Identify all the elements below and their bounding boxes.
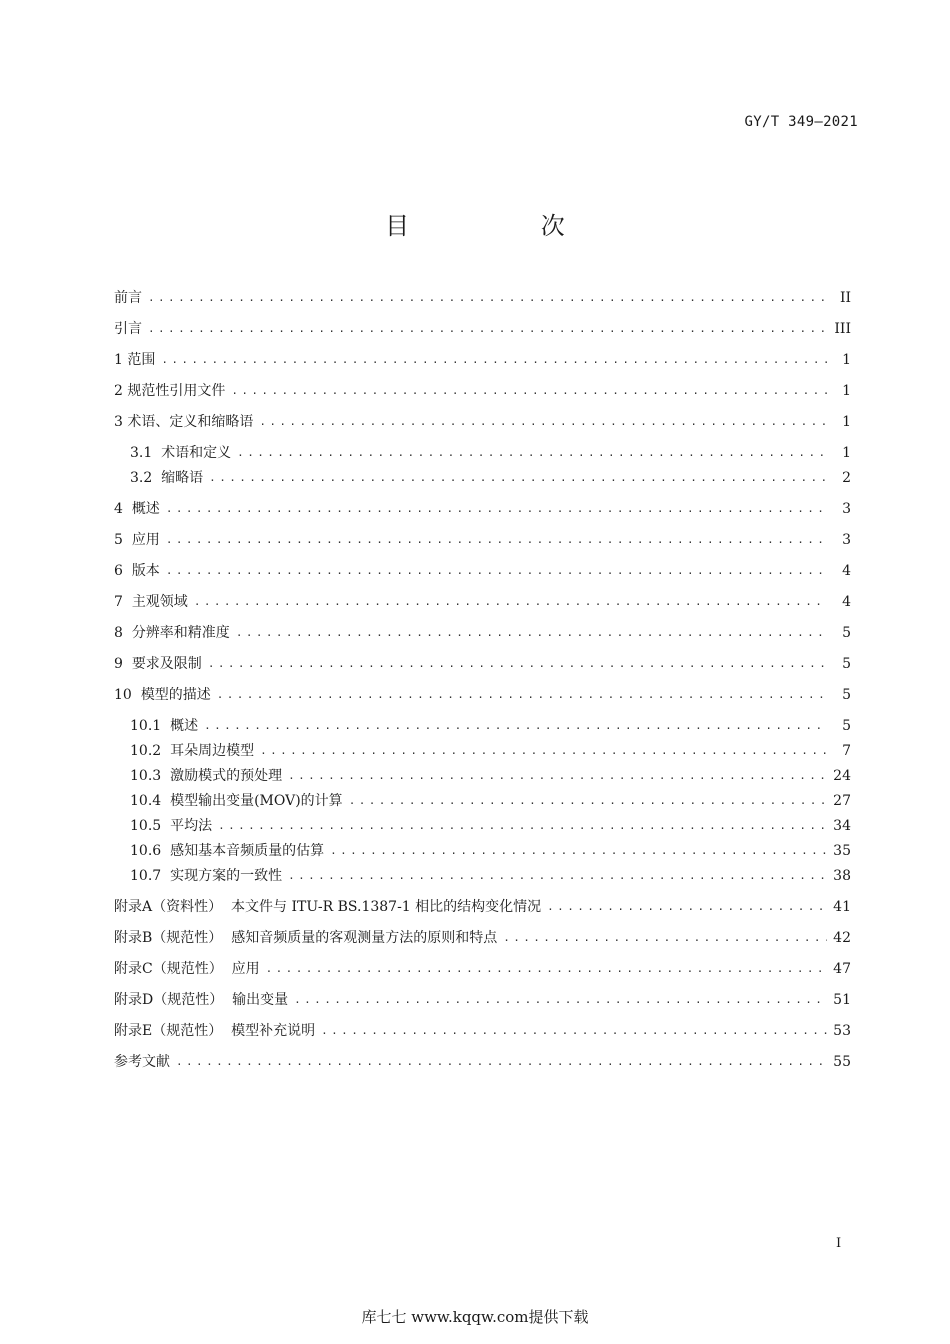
toc-leader-dots	[236, 622, 827, 644]
toc-entry-label: 引言	[114, 321, 142, 337]
toc-entry-page: 41	[833, 899, 851, 915]
toc-entry-label: 概述	[131, 501, 160, 517]
toc-entry-page: 51	[833, 992, 851, 1008]
toc-leader-dots	[148, 287, 827, 309]
toc-entry-number: 1	[114, 352, 128, 368]
toc-leader-dots	[161, 349, 827, 371]
toc-entry-page: 24	[833, 768, 851, 784]
toc-entry-label: 缩略语	[161, 470, 204, 486]
toc-entry-number: 3	[114, 414, 128, 430]
toc-leader-dots	[176, 1051, 827, 1073]
toc-entry-label: 参考文献	[114, 1054, 170, 1070]
toc-entry[interactable]	[114, 287, 851, 309]
toc-entry[interactable]	[114, 411, 851, 433]
toc-entry-page: 5	[842, 656, 851, 672]
toc-leader-dots	[259, 411, 827, 433]
toc-entry-number: 附录B（规范性）	[114, 930, 232, 946]
toc-entry-number: 3.1	[130, 445, 162, 461]
toc-entry[interactable]	[114, 560, 851, 582]
toc-leader-dots	[217, 684, 827, 706]
toc-entry[interactable]	[114, 989, 851, 1011]
toc-entry-label: 模型的描述	[140, 687, 211, 703]
toc-entry-number: 10.7	[130, 868, 171, 884]
toc-entry-number: 9	[114, 656, 132, 672]
toc-leader-dots	[166, 498, 827, 520]
toc-entry-number: 10.6	[130, 843, 171, 859]
toc-entry-number: 6	[114, 563, 132, 579]
toc-entry-number: 10.5	[130, 818, 171, 834]
toc-entry-label: 感知音频质量的客观测量方法的原则和特点	[231, 930, 498, 946]
toc-entry-page: 1	[842, 414, 851, 430]
toc-leader-dots	[209, 467, 827, 489]
toc-entry-page: 5	[842, 718, 851, 734]
toc-entry-label: 模型输出变量(MOV)的计算	[170, 793, 343, 809]
toc-leader-dots	[166, 560, 827, 582]
toc-entry-label: 术语和定义	[161, 445, 232, 461]
toc-entry-number: 附录C（规范性）	[114, 961, 232, 977]
toc-entry[interactable]	[114, 529, 851, 551]
toc-entry-page: 42	[833, 930, 851, 946]
toc-entry-page: 3	[842, 532, 851, 548]
toc-leader-dots	[237, 442, 827, 464]
toc-leader-dots	[288, 765, 827, 787]
toc-leader-dots	[231, 380, 827, 402]
toc-entry-label: 应用	[231, 961, 260, 977]
toc-entry[interactable]	[114, 591, 851, 613]
toc-entry-page: 27	[833, 793, 851, 809]
toc-leader-dots	[330, 840, 827, 862]
toc-entry[interactable]	[114, 1051, 851, 1073]
toc-entry-number: 5	[114, 532, 132, 548]
toc-entry-label: 分辨率和精准度	[131, 625, 230, 641]
toc-entry-page: 35	[833, 843, 851, 859]
toc-entry[interactable]	[130, 740, 851, 762]
toc-entry[interactable]	[114, 318, 851, 340]
toc-entry-label: 感知基本音频质量的估算	[170, 843, 325, 859]
toc-entry-label: 前言	[114, 290, 142, 306]
toc-entry-page: 4	[842, 594, 851, 610]
toc-entry-number: 7	[114, 594, 132, 610]
toc-entry-label: 平均法	[170, 818, 213, 834]
toc-entry-page: 4	[842, 563, 851, 579]
page-title: 目 次	[385, 212, 627, 240]
toc-entry-number: 3.2	[130, 470, 162, 486]
toc-entry-number: 10.3	[130, 768, 171, 784]
toc-entry-label: 本文件与 ITU-R BS.1387-1 相比的结构变化情况	[231, 899, 542, 915]
footer-watermark: 库七七 www.kqqw.com提供下载	[361, 1308, 589, 1326]
toc-entry-label: 模型补充说明	[231, 1023, 316, 1039]
toc-leader-dots	[547, 896, 827, 918]
page-number: I	[836, 1236, 842, 1251]
toc-entry-label: 术语、定义和缩略语	[127, 414, 254, 430]
toc-entry-label: 激励模式的预处理	[170, 768, 283, 784]
toc-entry-page: II	[839, 290, 851, 306]
toc-leader-dots	[166, 529, 827, 551]
toc-entry-label: 要求及限制	[131, 656, 202, 672]
toc-entry-page: 5	[842, 625, 851, 641]
toc-leader-dots	[218, 815, 827, 837]
toc-entry-label: 版本	[131, 563, 160, 579]
toc-entry-label: 概述	[170, 718, 199, 734]
toc-entry[interactable]	[114, 684, 851, 706]
toc-entry[interactable]	[114, 958, 851, 980]
toc-entry-page: 47	[833, 961, 851, 977]
toc-entry-number: 8	[114, 625, 132, 641]
toc-entry-page: 2	[842, 470, 851, 486]
toc-entry-number: 10.4	[130, 793, 171, 809]
toc-entry[interactable]	[130, 815, 851, 837]
toc-leader-dots	[349, 790, 827, 812]
toc-entry-number: 10	[114, 687, 141, 703]
toc-entry[interactable]	[114, 380, 851, 402]
toc-leader-dots	[288, 865, 827, 887]
standard-code: GY/T 349—2021	[744, 114, 858, 130]
toc-entry-page: 55	[833, 1054, 851, 1070]
toc-entry-label: 实现方案的一致性	[170, 868, 283, 884]
toc-entry[interactable]	[114, 622, 851, 644]
toc-leader-dots	[260, 740, 827, 762]
toc-leader-dots	[266, 958, 827, 980]
toc-entry-number: 4	[114, 501, 132, 517]
toc-entry-page: 1	[842, 352, 851, 368]
toc-entry[interactable]	[130, 765, 851, 787]
toc-entry-label: 范围	[127, 352, 156, 368]
toc-entry-label: 输出变量	[232, 992, 289, 1008]
toc-entry[interactable]	[130, 715, 851, 737]
toc-entry-number: 附录D（规范性）	[114, 992, 233, 1008]
toc-leader-dots	[294, 989, 827, 1011]
toc-entry[interactable]	[130, 865, 851, 887]
toc-entry[interactable]	[114, 896, 851, 918]
toc-entry-page: 3	[842, 501, 851, 517]
toc-entry-number: 附录E（规范性）	[114, 1023, 232, 1039]
toc-entry[interactable]	[130, 467, 851, 489]
toc-entry-number: 10.2	[130, 743, 171, 759]
toc-entry-page: 1	[842, 445, 851, 461]
toc-entry[interactable]	[114, 653, 851, 675]
toc-entry-page: 5	[842, 687, 851, 703]
toc-entry-label: 规范性引用文件	[127, 383, 226, 399]
toc-entry-label: 耳朵周边模型	[170, 743, 255, 759]
toc-entry-page: 1	[842, 383, 851, 399]
toc-leader-dots	[321, 1020, 827, 1042]
toc-entry-page: 34	[833, 818, 851, 834]
toc-leader-dots	[194, 591, 827, 613]
toc-entry-number: 附录A（资料性）	[114, 899, 232, 915]
toc-entry-page: 53	[833, 1023, 851, 1039]
toc-entry-page: 38	[833, 868, 851, 884]
toc-entry[interactable]	[114, 498, 851, 520]
toc-leader-dots	[204, 715, 827, 737]
toc-entry[interactable]	[114, 349, 851, 371]
toc-entry-label: 应用	[131, 532, 160, 548]
toc-entry[interactable]	[130, 790, 851, 812]
toc-entry-number: 2	[114, 383, 128, 399]
toc-leader-dots	[208, 653, 827, 675]
toc-leader-dots	[148, 318, 827, 340]
toc-entry-page: 7	[842, 743, 851, 759]
toc-entry-label: 主观领域	[131, 594, 188, 610]
toc-entry[interactable]	[114, 1020, 851, 1042]
toc-entry-number: 10.1	[130, 718, 171, 734]
toc-entry[interactable]	[130, 442, 851, 464]
toc-leader-dots	[503, 927, 827, 949]
toc-entry-page: III	[834, 321, 851, 337]
toc-entry[interactable]	[114, 927, 851, 949]
toc-entry[interactable]	[130, 840, 851, 862]
